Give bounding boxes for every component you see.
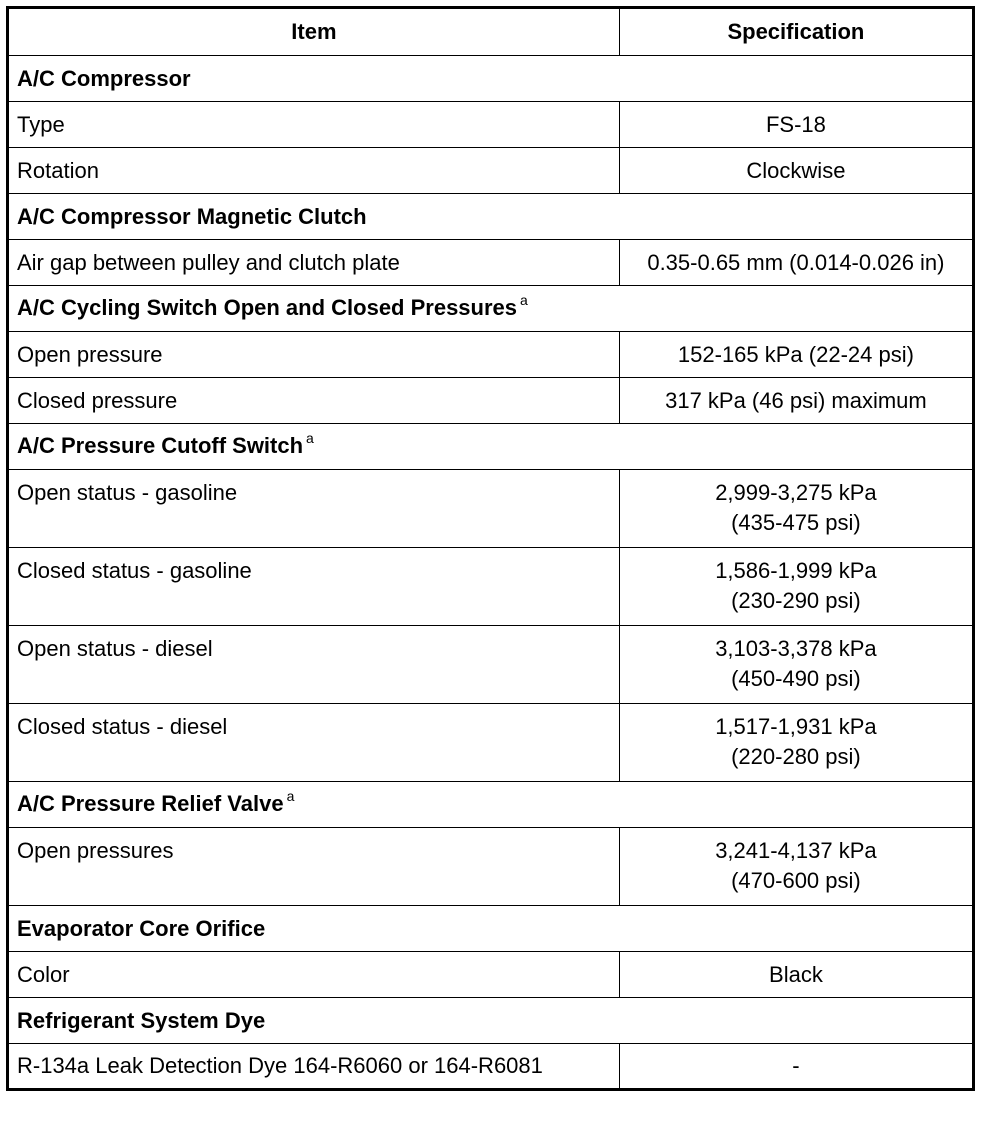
section-title-cell [8, 56, 974, 102]
section-row [8, 286, 974, 332]
section-title: A/C Compressor Magnetic Clutch [17, 203, 367, 229]
table-row [8, 828, 974, 906]
table-row [8, 548, 974, 626]
item-cell: Rotation [8, 148, 620, 194]
specification-line: 152-165 kPa (22-24 psi) [677, 341, 914, 367]
specification-cell [619, 332, 973, 378]
section-title: A/C Pressure Cutoff Switch [17, 432, 304, 458]
item-cell: Closed status - diesel [8, 704, 620, 782]
specification-cell [619, 828, 973, 906]
item-cell: Open pressures [8, 828, 620, 906]
table-row [8, 378, 974, 424]
table-row [8, 102, 974, 148]
specification-line: - [792, 1053, 800, 1078]
specification-line: (450-490 psi) [731, 666, 861, 691]
specification-line: (220-280 psi) [731, 744, 861, 769]
footnote-marker: a [520, 291, 528, 308]
section-title: Evaporator Core Orifice [17, 915, 266, 941]
column-header-item: Item [8, 8, 620, 56]
specification-line: (230-290 psi) [731, 588, 861, 613]
specification-line: (435-475 psi) [731, 510, 861, 535]
specification-cell [619, 952, 973, 998]
specification-cell [619, 378, 973, 424]
specification-line: 3,103-3,378 kPa [715, 636, 877, 661]
section-title-cell [8, 194, 974, 240]
specification-line: 1,586-1,999 kPa [715, 558, 877, 583]
table-row [8, 704, 974, 782]
item-cell: Open status - gasoline [8, 470, 620, 548]
column-header-specification: Specification [619, 8, 973, 56]
specification-table [6, 6, 975, 1091]
item-cell: Type [8, 102, 620, 148]
table-body [8, 56, 974, 1090]
specification-cell [619, 704, 973, 782]
footnote-marker: a [306, 429, 314, 446]
item-cell: Color [8, 952, 620, 998]
specification-line: (470-600 psi) [731, 868, 861, 893]
specification-line: 3,241-4,137 kPa [715, 838, 877, 863]
specification-line: Clockwise [746, 157, 846, 183]
footnote-marker: a [286, 787, 295, 804]
table-row [8, 148, 974, 194]
section-title: Refrigerant System Dye [17, 1007, 266, 1033]
table-row [8, 952, 974, 998]
table-row [8, 240, 974, 286]
specification-line: 0.35-0.65 mm (0.014-0.026 in) [647, 249, 945, 275]
item-cell: Open pressure [8, 332, 620, 378]
specification-cell [619, 470, 973, 548]
section-row [8, 782, 974, 828]
specification-line: 2,999-3,275 kPa [715, 480, 877, 505]
table-row [8, 332, 974, 378]
table-row [8, 470, 974, 548]
section-row [8, 194, 974, 240]
section-row [8, 906, 974, 952]
section-row [8, 424, 974, 470]
specification-line: 1,517-1,931 kPa [715, 714, 877, 739]
table-row [8, 626, 974, 704]
specification-cell [619, 1044, 973, 1090]
specification-line: 317 kPa (46 psi) maximum [665, 387, 927, 413]
section-title-cell [8, 286, 974, 332]
specification-cell [619, 626, 973, 704]
section-title: A/C Pressure Relief Valve [17, 790, 284, 816]
section-row [8, 56, 974, 102]
section-title: A/C Compressor [17, 65, 191, 91]
item-cell: Closed status - gasoline [8, 548, 620, 626]
item-cell: Open status - diesel [8, 626, 620, 704]
item-cell: Air gap between pulley and clutch plate [8, 240, 620, 286]
section-title: A/C Cycling Switch Open and Closed Pressures [17, 294, 518, 320]
specification-cell [619, 548, 973, 626]
item-cell: Closed pressure [8, 378, 620, 424]
specification-cell [619, 240, 973, 286]
specification-cell [619, 148, 973, 194]
section-title-cell [8, 782, 974, 828]
specification-line: Black [769, 961, 823, 987]
section-title-cell [8, 906, 974, 952]
header-row [8, 8, 974, 56]
specification-line: FS-18 [765, 111, 826, 137]
specification-cell [619, 102, 973, 148]
section-title-cell [8, 998, 974, 1044]
section-title-cell [8, 424, 974, 470]
table-row [8, 1044, 974, 1090]
item-cell: R-134a Leak Detection Dye 164-R6060 or 164-R6081 [8, 1044, 620, 1090]
section-row [8, 998, 974, 1044]
